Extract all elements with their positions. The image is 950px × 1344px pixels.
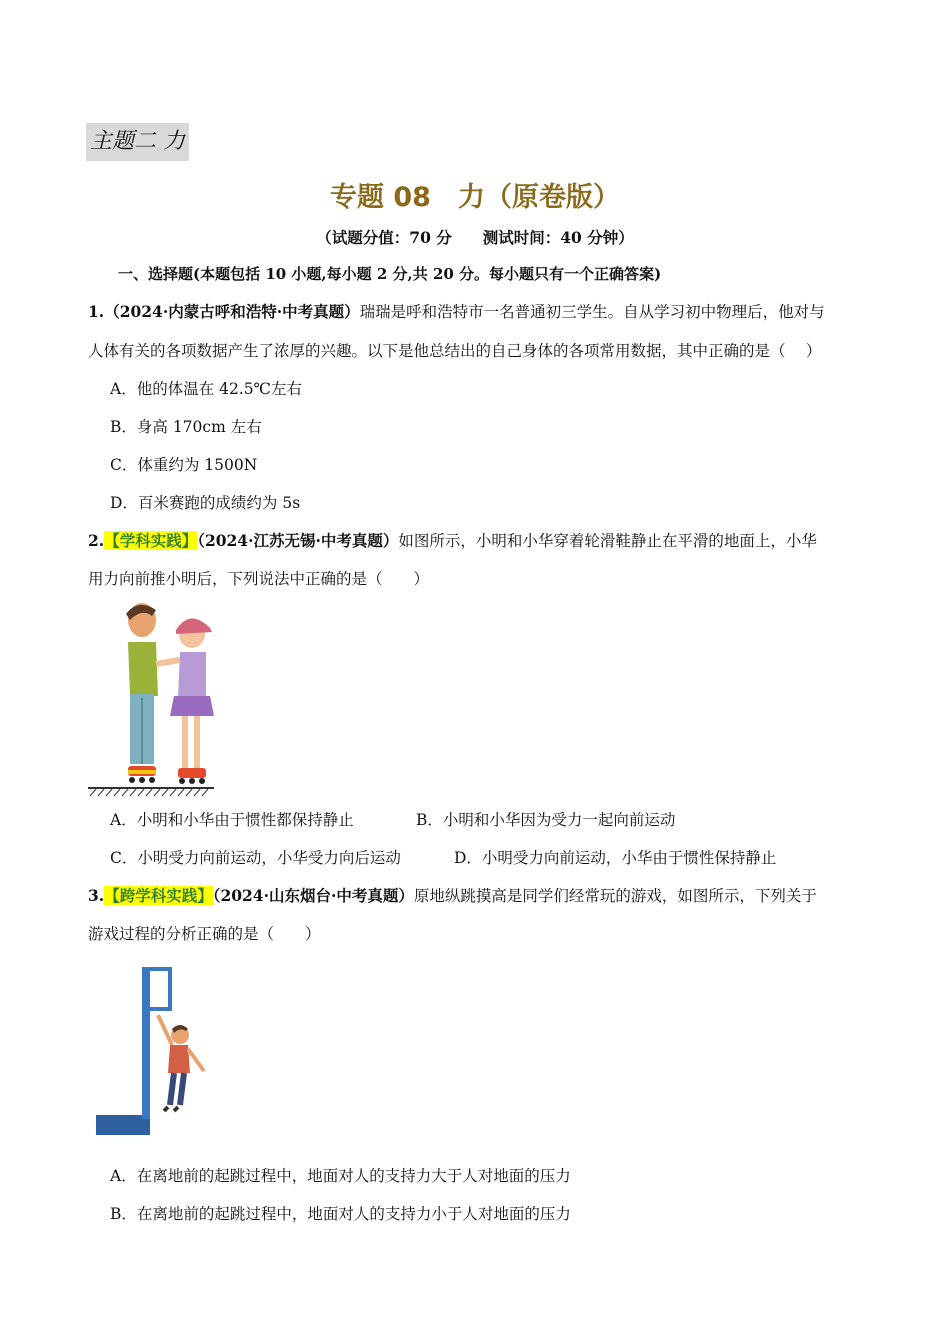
question-2-stem2: 用力向前推小明后，下列说法中正确的是（ ）: [88, 570, 430, 588]
q2-option-d[interactable]: D．小明受力向前运动，小华由于惯性保持静止: [454, 849, 777, 867]
question-2-tag: 【学科实践】: [104, 531, 198, 550]
q1-option-b[interactable]: B．身高 170cm 左右: [110, 418, 262, 436]
page-subtitle: （试题分值：70 分 测试时间：40 分钟）: [316, 228, 634, 247]
q2-option-b[interactable]: B．小明和小华因为受力一起向前运动: [416, 811, 676, 829]
question-1-source: （2024·内蒙古呼和浩特·中考真题）: [104, 302, 360, 321]
question-1-stem2: 人体有关的各项数据产生了浓厚的兴趣。以下是他总结出的自己身体的各项常用数据，其中正确的是（ ）: [88, 342, 822, 360]
page-title: 专题 08 力（原卷版）: [330, 182, 620, 213]
topic-label: 主题二 力: [86, 123, 189, 161]
q3-figure-jump-board: [92, 965, 217, 1137]
q2-figure-skaters: [86, 598, 216, 798]
question-1-number: 1.: [88, 302, 105, 321]
question-3-tag: 【跨学科实践】: [104, 886, 213, 905]
question-3-source: （2024·山东烟台·中考真题）: [212, 886, 414, 905]
q3-option-a[interactable]: A．在离地前的起跳过程中，地面对人的支持力大于人对地面的压力: [110, 1167, 571, 1185]
question-2-number: 2.: [88, 531, 105, 550]
question-3-number: 3.: [88, 886, 105, 905]
q1-option-d[interactable]: D．百米赛跑的成绩约为 5s: [110, 494, 301, 512]
question-1-stem1: 瑞瑞是呼和浩特市一名普通初三学生。自从学习初中物理后，他对与: [359, 303, 825, 321]
q3-option-b[interactable]: B．在离地前的起跳过程中，地面对人的支持力小于人对地面的压力: [110, 1205, 571, 1223]
q1-option-a[interactable]: A．他的体温在 42.5℃左右: [110, 380, 302, 398]
question-2-source: （2024·江苏无锡·中考真题）: [197, 531, 399, 550]
question-3-stem1: 原地纵跳摸高是同学们经常玩的游戏，如图所示，下列关于: [413, 887, 817, 905]
question-1-line1: [88, 300, 825, 322]
section-heading: 一、选择题(本题包括 10 小题,每小题 2 分,共 20 分。每小题只有一个正确答案): [118, 265, 662, 283]
question-2-stem1: 如图所示，小明和小华穿着轮滑鞋静止在平滑的地面上，小华: [398, 532, 817, 550]
question-3-stem2: 游戏过程的分析正确的是（ ）: [88, 925, 321, 943]
q1-option-c[interactable]: C．体重约为 1500N: [110, 456, 258, 474]
question-3-line1: [88, 884, 817, 906]
q2-option-a[interactable]: A．小明和小华由于惯性都保持静止: [110, 811, 354, 829]
q2-option-c[interactable]: C．小明受力向前运动，小华受力向后运动: [110, 849, 401, 867]
question-2-line1: [88, 529, 817, 551]
